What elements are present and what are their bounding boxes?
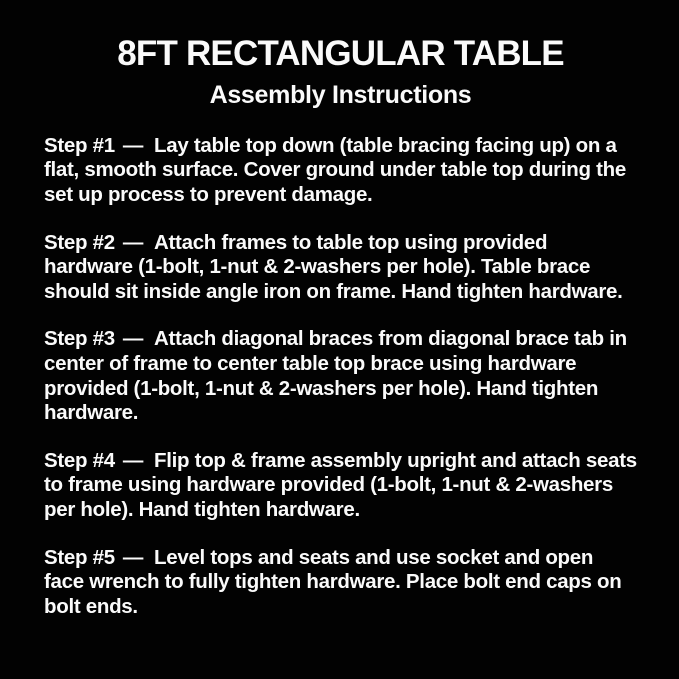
step-2-text: Attach frames to table top using provided hardware (1-bolt, 1-nut & 2-washers per hole). Table brace should sit inside angle iron on frame. Hand tighten hardware. (44, 230, 623, 303)
page-title: 8FT RECTANGULAR TABLE (117, 34, 564, 73)
em-dash: — (122, 327, 144, 351)
step-4-paragraph (44, 449, 637, 523)
step-3-text: Attach diagonal braces from diagonal brace tab in center of frame to center table top brace using hardware provided (1-bolt, 1-nut & 2-washers per hole). Hand tighten hardware. (44, 327, 627, 425)
step-5-label: Step #5 (44, 545, 115, 569)
step-1-text: Lay table top down (table bracing facing up) on a flat, smooth surface. Cover ground under table top during the set up process to prevent damage. (44, 133, 626, 207)
em-dash: — (122, 230, 144, 254)
step-2-paragraph (44, 231, 637, 305)
page-subtitle: Assembly Instructions (209, 80, 472, 109)
step-1-paragraph (44, 134, 637, 208)
em-dash: — (122, 545, 144, 569)
step-5-text: Level tops and seats and use socket and open face wrench to fully tighten hardware. Place bolt end caps on bolt ends. (44, 545, 622, 618)
step-2-label: Step #2 (44, 230, 115, 254)
steps-list (44, 134, 637, 620)
step-4-text: Flip top & frame assembly upright and attach seats to frame using hardware provided (1-bolt, 1-nut & 2-washers per hole). Hand tighten hardware. (44, 448, 637, 522)
step-3-paragraph (44, 327, 637, 425)
em-dash: — (122, 133, 144, 157)
step-1-label: Step #1 (44, 133, 115, 157)
em-dash: — (122, 448, 144, 472)
step-3-label: Step #3 (44, 327, 115, 351)
poster-header (44, 34, 637, 110)
step-4-label: Step #4 (44, 448, 115, 472)
step-5-paragraph (44, 546, 637, 620)
